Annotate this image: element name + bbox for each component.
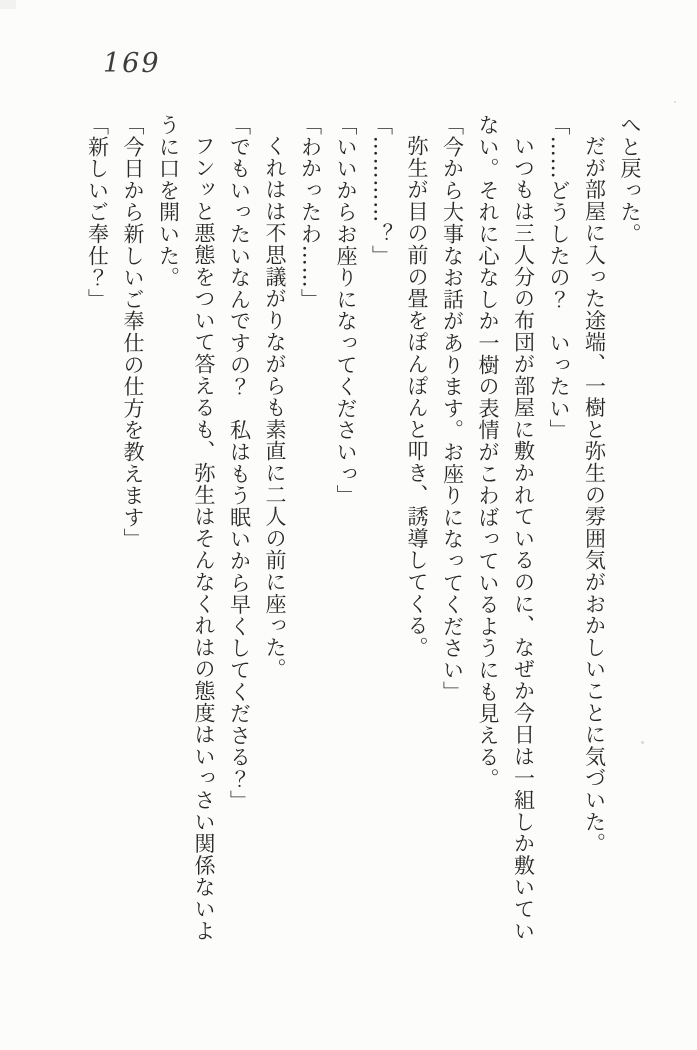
paragraph-dialogue: 「……どうしたの？ いったい」: [547, 114, 571, 441]
paragraph: へと戻った。: [618, 114, 642, 245]
paragraph: だが部屋に入った途端、一樹と弥生の雰囲気がおかしいことに気づいた。: [582, 135, 607, 855]
scan-speck: [674, 101, 676, 103]
paragraph-dialogue: 「でもいったいなんですの？ 私はもう眠いから早くしてくださる？」: [227, 114, 252, 812]
scan-corner-artifact: [0, 0, 16, 9]
paragraph-dialogue: 「…………？」: [369, 114, 394, 267]
paragraph-dialogue: 「今日から新しいご奉仕の仕方を教えます」: [121, 114, 145, 550]
paragraph-dialogue: 「新しいご奉仕？」: [85, 114, 110, 311]
paragraph-dialogue: 「いいからお座りになってくださいっ」: [334, 114, 358, 507]
paragraph: いつもは三人分の布団が部屋に敷かれているのに、なぜか今日は一組しか敷いていない。それに心なしか一樹の表情がこわばっているようにも見える。: [476, 114, 536, 942]
text-block: [79, 114, 647, 956]
page-number: 169: [103, 48, 161, 79]
paragraph: 弥生が目の前の畳をぽんぽんと叩き、誘導してくる。: [405, 135, 429, 659]
paragraph: フンッと悪態をついて答えるも、弥生はそんなくれはの態度はいっさい関係ないように口を開いた。: [156, 114, 216, 942]
paragraph: くれはは不思議がりながらも素直に二人の前に座った。: [263, 135, 287, 680]
paragraph-dialogue: 「わかったわ……」: [298, 114, 323, 311]
paragraph-dialogue: 「今から大事なお話があります。お座りになってください」: [440, 114, 465, 703]
